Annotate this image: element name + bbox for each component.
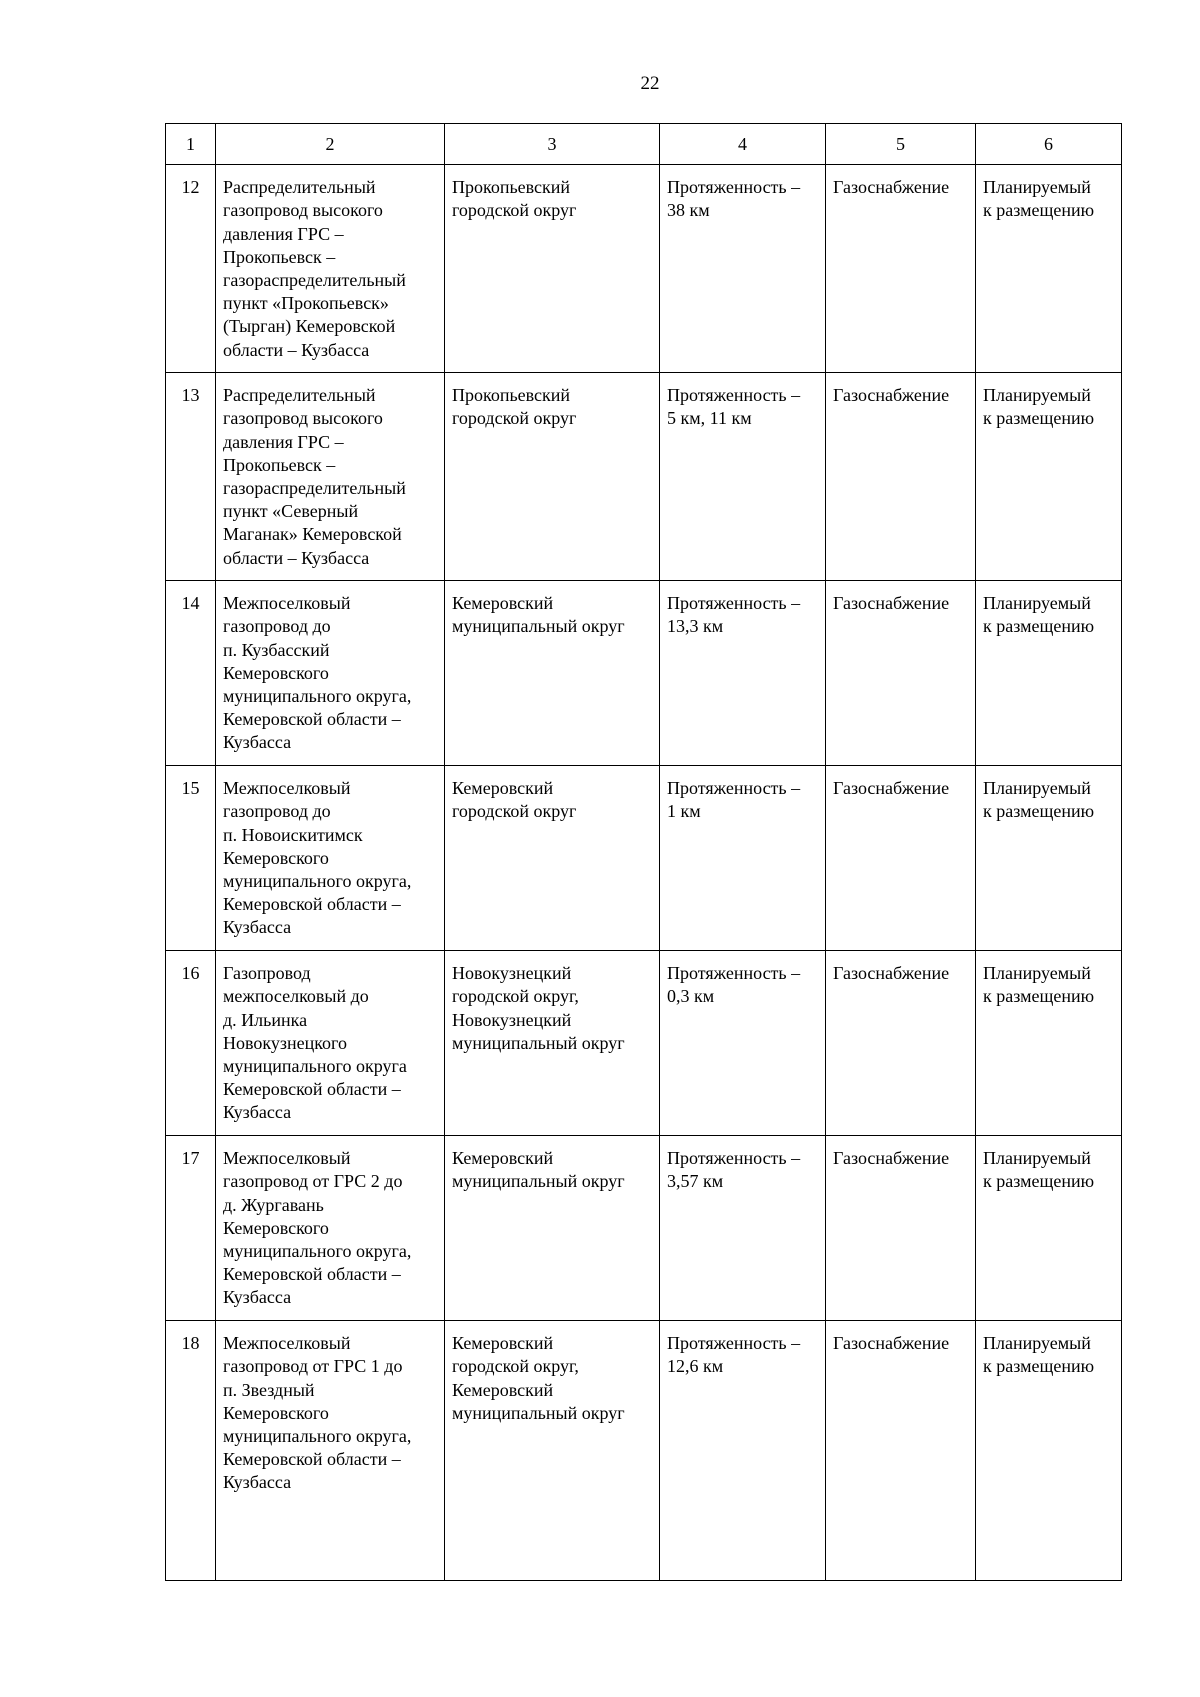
characteristics-cell-line: Протяженность – xyxy=(667,385,801,406)
object-name-cell-line: газораспределительный xyxy=(223,478,406,499)
object-name-cell-line: пункт «Прокопьевск» xyxy=(223,293,389,314)
object-name-cell-line: газопровод до xyxy=(223,801,331,822)
status-cell-line: к размещению xyxy=(983,1356,1095,1377)
object-name-cell-line: Кемеровского xyxy=(223,1402,329,1423)
object-name-cell-line: Кемеровской области – xyxy=(223,1079,401,1100)
characteristics-cell xyxy=(660,581,826,766)
object-name-cell xyxy=(216,1321,445,1581)
object-name-cell-line: Кемеровского xyxy=(223,847,329,868)
characteristics-cell xyxy=(660,165,826,373)
location-cell-line: Новокузнецкий xyxy=(452,963,572,984)
row-number-cell: 15 xyxy=(166,766,216,951)
purpose-cell: Газоснабжение xyxy=(826,766,976,951)
object-name-cell-line: п. Кузбасский xyxy=(223,639,330,660)
object-name-cell-line: межпоселковый до xyxy=(223,986,369,1007)
characteristics-cell-line: 5 км, 11 км xyxy=(667,408,752,429)
status-cell xyxy=(976,1321,1122,1581)
status-cell-line: к размещению xyxy=(983,801,1095,822)
purpose-cell: Газоснабжение xyxy=(826,951,976,1136)
object-name-cell-line: Кузбасса xyxy=(223,1472,292,1493)
status-cell xyxy=(976,581,1122,766)
location-cell-line: Кемеровский xyxy=(452,778,554,799)
row-number-cell: 12 xyxy=(166,165,216,373)
table-row xyxy=(166,766,1122,951)
column-header: 4 xyxy=(660,124,826,165)
characteristics-cell xyxy=(660,1321,826,1581)
object-name-cell-line: Прокопьевск – xyxy=(223,246,336,267)
object-name-cell-line: давления ГРС – xyxy=(223,223,344,244)
purpose-cell: Газоснабжение xyxy=(826,1321,976,1581)
object-name-cell-line: области – Кузбасса xyxy=(223,339,370,360)
column-header: 1 xyxy=(166,124,216,165)
row-number-cell: 13 xyxy=(166,373,216,581)
column-header: 2 xyxy=(216,124,445,165)
status-cell-line: к размещению xyxy=(983,1171,1095,1192)
object-name-cell-line: Распределительный xyxy=(223,385,376,406)
location-cell xyxy=(445,951,660,1136)
status-cell xyxy=(976,165,1122,373)
location-cell xyxy=(445,165,660,373)
location-cell-line: муниципальный округ xyxy=(452,616,625,637)
page-number: 22 xyxy=(640,73,660,94)
object-name-cell-line: газопровод от ГРС 1 до xyxy=(223,1356,403,1377)
object-name-cell-line: Кемеровской области – xyxy=(223,709,401,730)
location-cell xyxy=(445,581,660,766)
status-cell-line: Планируемый xyxy=(983,1148,1091,1169)
characteristics-cell-line: 13,3 км xyxy=(667,616,724,637)
location-cell-line: муниципальный округ xyxy=(452,1171,625,1192)
location-cell-line: Кемеровский xyxy=(452,593,554,614)
location-cell-line: Кемеровский xyxy=(452,1148,554,1169)
status-cell-line: Планируемый xyxy=(983,593,1091,614)
object-name-cell-line: давления ГРС – xyxy=(223,431,344,452)
status-cell-line: к размещению xyxy=(983,200,1095,221)
characteristics-cell-line: Протяженность – xyxy=(667,1148,801,1169)
characteristics-cell-line: 1 км xyxy=(667,801,701,822)
status-cell-line: к размещению xyxy=(983,408,1095,429)
location-cell-line: городской округ xyxy=(452,408,577,429)
row-number-cell: 18 xyxy=(166,1321,216,1581)
location-cell-line: городской округ xyxy=(452,200,577,221)
object-name-cell-line: газопровод высокого xyxy=(223,200,383,221)
status-cell-line: к размещению xyxy=(983,986,1095,1007)
object-name-cell-line: газораспределительный xyxy=(223,270,406,291)
object-name-cell-line: газопровод до xyxy=(223,616,331,637)
location-cell-line: муниципальный округ xyxy=(452,1402,625,1423)
object-name-cell-line: п. Звездный xyxy=(223,1379,315,1400)
location-cell-line: городской округ xyxy=(452,801,577,822)
row-number-cell: 17 xyxy=(166,1136,216,1321)
object-name-cell-line: Кузбасса xyxy=(223,1287,292,1308)
object-name-cell-line: д. Ильинка xyxy=(223,1009,308,1030)
object-name-cell-line: Межпоселковый xyxy=(223,778,351,799)
object-name-cell-line: п. Новоискитимск xyxy=(223,824,363,845)
location-cell-line: муниципальный округ xyxy=(452,1032,625,1053)
status-cell xyxy=(976,766,1122,951)
object-name-cell-line: Распределительный xyxy=(223,177,376,198)
characteristics-cell-line: 12,6 км xyxy=(667,1356,724,1377)
location-cell-line: Кемеровский xyxy=(452,1379,554,1400)
column-header: 6 xyxy=(976,124,1122,165)
characteristics-cell-line: Протяженность – xyxy=(667,593,801,614)
object-name-cell-line: муниципального округа xyxy=(223,1056,407,1077)
object-name-cell-line: Кемеровского xyxy=(223,662,329,683)
purpose-cell: Газоснабжение xyxy=(826,1136,976,1321)
object-name-cell-line: Кемеровской области – xyxy=(223,1449,401,1470)
location-cell xyxy=(445,1321,660,1581)
object-name-cell-line: области – Кузбасса xyxy=(223,547,370,568)
table-row xyxy=(166,951,1122,1136)
planned-objects-table xyxy=(165,123,1122,1581)
row-number-cell: 16 xyxy=(166,951,216,1136)
characteristics-cell-line: 0,3 км xyxy=(667,986,715,1007)
object-name-cell-line: Маганак» Кемеровской xyxy=(223,524,402,545)
table-row xyxy=(166,1321,1122,1581)
characteristics-cell-line: 3,57 км xyxy=(667,1171,724,1192)
table-row xyxy=(166,165,1122,373)
location-cell xyxy=(445,766,660,951)
object-name-cell xyxy=(216,165,445,373)
characteristics-cell xyxy=(660,373,826,581)
location-cell-line: Прокопьевский xyxy=(452,177,571,198)
purpose-cell: Газоснабжение xyxy=(826,581,976,766)
column-header: 3 xyxy=(445,124,660,165)
object-name-cell-line: Кузбасса xyxy=(223,1102,292,1123)
purpose-cell: Газоснабжение xyxy=(826,373,976,581)
object-name-cell xyxy=(216,373,445,581)
location-cell-line: городской округ, xyxy=(452,1356,579,1377)
status-cell-line: Планируемый xyxy=(983,1333,1091,1354)
status-cell xyxy=(976,373,1122,581)
object-name-cell-line: муниципального округа, xyxy=(223,871,412,892)
characteristics-cell-line: Протяженность – xyxy=(667,778,801,799)
location-cell xyxy=(445,373,660,581)
table-row xyxy=(166,373,1122,581)
object-name-cell-line: муниципального округа, xyxy=(223,1426,412,1447)
object-name-cell-line: д. Жургавань xyxy=(223,1194,324,1215)
object-name-cell-line: Кузбасса xyxy=(223,917,292,938)
object-name-cell-line: Кемеровского xyxy=(223,1217,329,1238)
object-name-cell-line: муниципального округа, xyxy=(223,686,412,707)
row-number-cell: 14 xyxy=(166,581,216,766)
characteristics-cell-line: Протяженность – xyxy=(667,1333,801,1354)
object-name-cell-line: Межпоселковый xyxy=(223,593,351,614)
object-name-cell-line: (Тырган) Кемеровской xyxy=(223,316,396,337)
status-cell-line: к размещению xyxy=(983,616,1095,637)
object-name-cell-line: Кемеровской области – xyxy=(223,1264,401,1285)
object-name-cell xyxy=(216,951,445,1136)
object-name-cell xyxy=(216,766,445,951)
object-name-cell-line: муниципального округа, xyxy=(223,1241,412,1262)
characteristics-cell-line: Протяженность – xyxy=(667,177,801,198)
location-cell-line: Кемеровский xyxy=(452,1333,554,1354)
status-cell-line: Планируемый xyxy=(983,177,1091,198)
object-name-cell-line: Прокопьевск – xyxy=(223,454,336,475)
object-name-cell-line: Кемеровской области – xyxy=(223,894,401,915)
status-cell xyxy=(976,951,1122,1136)
location-cell-line: Новокузнецкий xyxy=(452,1009,572,1030)
column-header: 5 xyxy=(826,124,976,165)
characteristics-cell xyxy=(660,1136,826,1321)
table-row xyxy=(166,581,1122,766)
object-name-cell xyxy=(216,1136,445,1321)
status-cell xyxy=(976,1136,1122,1321)
object-name-cell-line: газопровод высокого xyxy=(223,408,383,429)
object-name-cell-line: Новокузнецкого xyxy=(223,1032,347,1053)
location-cell xyxy=(445,1136,660,1321)
status-cell-line: Планируемый xyxy=(983,385,1091,406)
object-name-cell-line: Межпоселковый xyxy=(223,1148,351,1169)
location-cell-line: городской округ, xyxy=(452,986,579,1007)
table-header-row xyxy=(166,124,1122,165)
characteristics-cell-line: Протяженность – xyxy=(667,963,801,984)
object-name-cell-line: Кузбасса xyxy=(223,732,292,753)
object-name-cell-line: пункт «Северный xyxy=(223,501,359,522)
location-cell-line: Прокопьевский xyxy=(452,385,571,406)
characteristics-cell xyxy=(660,951,826,1136)
status-cell-line: Планируемый xyxy=(983,778,1091,799)
status-cell-line: Планируемый xyxy=(983,963,1091,984)
purpose-cell: Газоснабжение xyxy=(826,165,976,373)
table-row xyxy=(166,1136,1122,1321)
object-name-cell-line: газопровод от ГРС 2 до xyxy=(223,1171,403,1192)
object-name-cell-line: Газопровод xyxy=(223,963,311,984)
object-name-cell-line: Межпоселковый xyxy=(223,1333,351,1354)
characteristics-cell-line: 38 км xyxy=(667,200,710,221)
object-name-cell xyxy=(216,581,445,766)
characteristics-cell xyxy=(660,766,826,951)
